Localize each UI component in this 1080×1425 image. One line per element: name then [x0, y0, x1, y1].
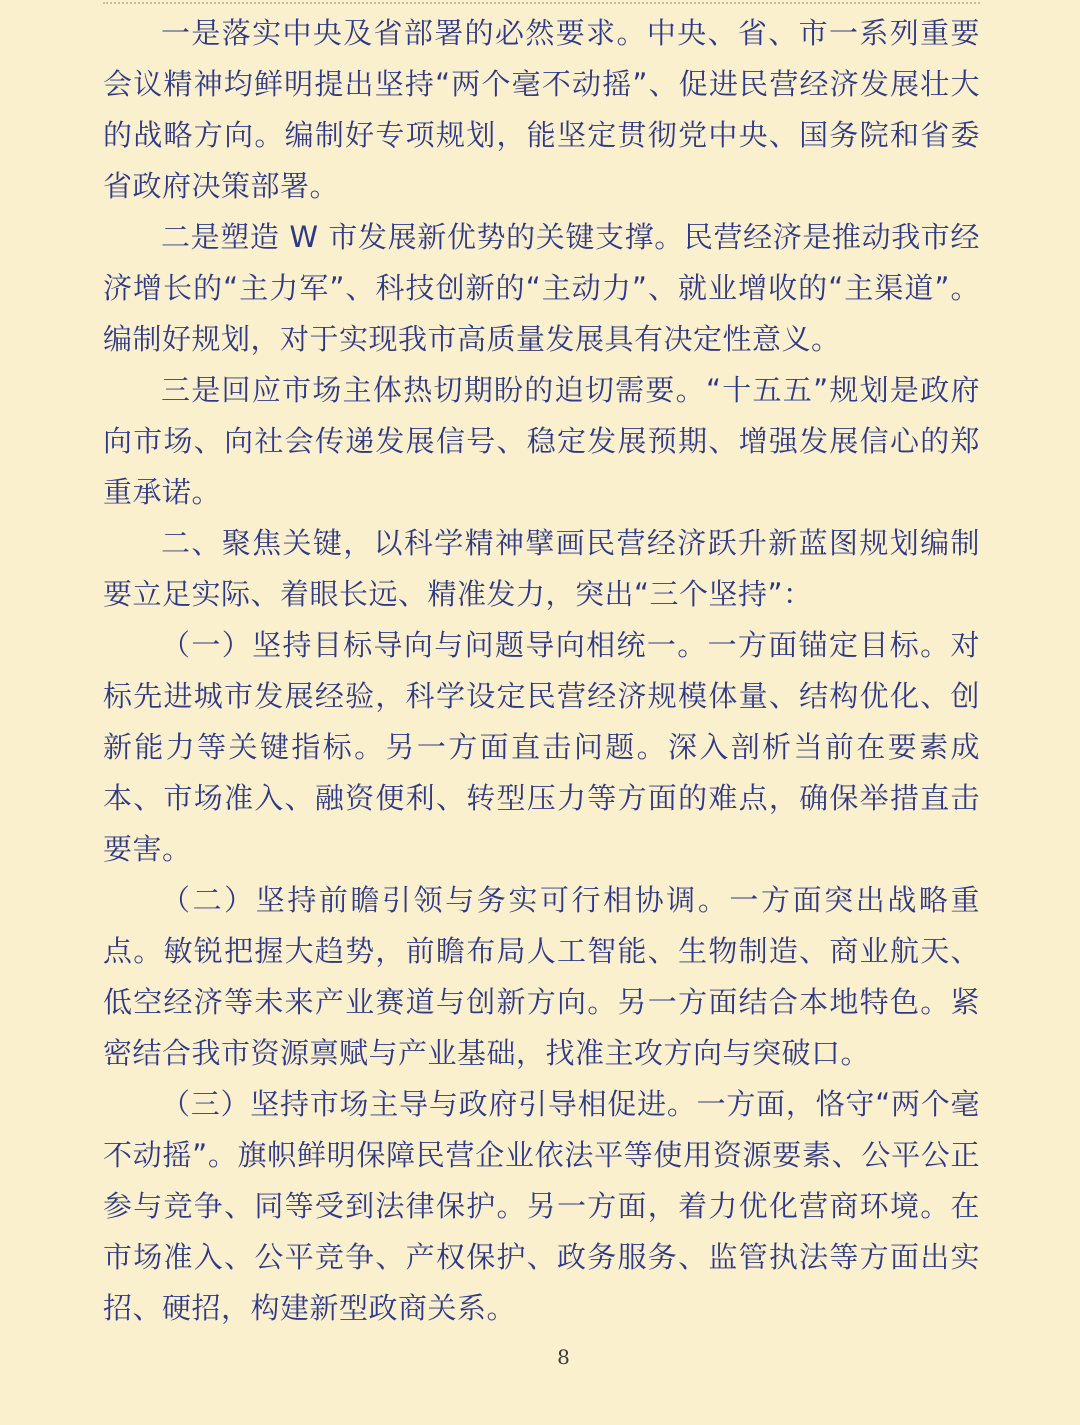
- document-body: [103, 8, 980, 1334]
- top-dotted-rule: [103, 2, 980, 4]
- page-number: 8: [557, 1345, 570, 1369]
- paragraph-item-three: （三）坚持市场主导与政府引导相促进。一方面，恪守“两个毫不动摇”。旗帜鲜明保障民营企业依法平等使用资源要素、公平公正参与竞争、同等受到法律保护。另一方面，着力优化营商环境。在市场准入、公平竞争、产权保护、政务服务、监管执法等方面出实招、硬招，构建新型政商关系。: [103, 1087, 980, 1325]
- section-heading-two: 二、聚焦关键，以科学精神擘画民营经济跃升新蓝图规划编制要立足实际、着眼长远、精准发力，突出“三个坚持”：: [103, 526, 980, 611]
- paragraph-item-one: （一）坚持目标导向与问题导向相统一。一方面锚定目标。对标先进城市发展经验，科学设定民营经济规模体量、结构优化、创新能力等关键指标。另一方面直击问题。深入剖析当前在要素成本、市场准入、融资便利、转型压力等方面的难点，确保举措直击要害。: [103, 628, 980, 866]
- paragraph-point-one: 一是落实中央及省部署的必然要求。中央、省、市一系列重要会议精神均鲜明提出坚持“两个毫不动摇”、促进民营经济发展壮大的战略方向。编制好专项规划，能坚定贯彻党中央、国务院和省委省政府决策部署。: [103, 16, 980, 203]
- paragraph-point-three: 三是回应市场主体热切期盼的迫切需要。“十五五”规划是政府向市场、向社会传递发展信号、稳定发展预期、增强发展信心的郑重承诺。: [103, 373, 980, 509]
- paragraph-item-two: （二）坚持前瞻引领与务实可行相协调。一方面突出战略重点。敏锐把握大趋势，前瞻布局人工智能、生物制造、商业航天、低空经济等未来产业赛道与创新方向。另一方面结合本地特色。紧密结合我市资源禀赋与产业基础，找准主攻方向与突破口。: [103, 883, 980, 1070]
- paragraph-point-two: 二是塑造 W 市发展新优势的关键支撑。民营经济是推动我市经济增长的“主力军”、科技创新的“主动力”、就业增收的“主渠道”。编制好规划，对于实现我市高质量发展具有决定性意义。: [103, 220, 980, 356]
